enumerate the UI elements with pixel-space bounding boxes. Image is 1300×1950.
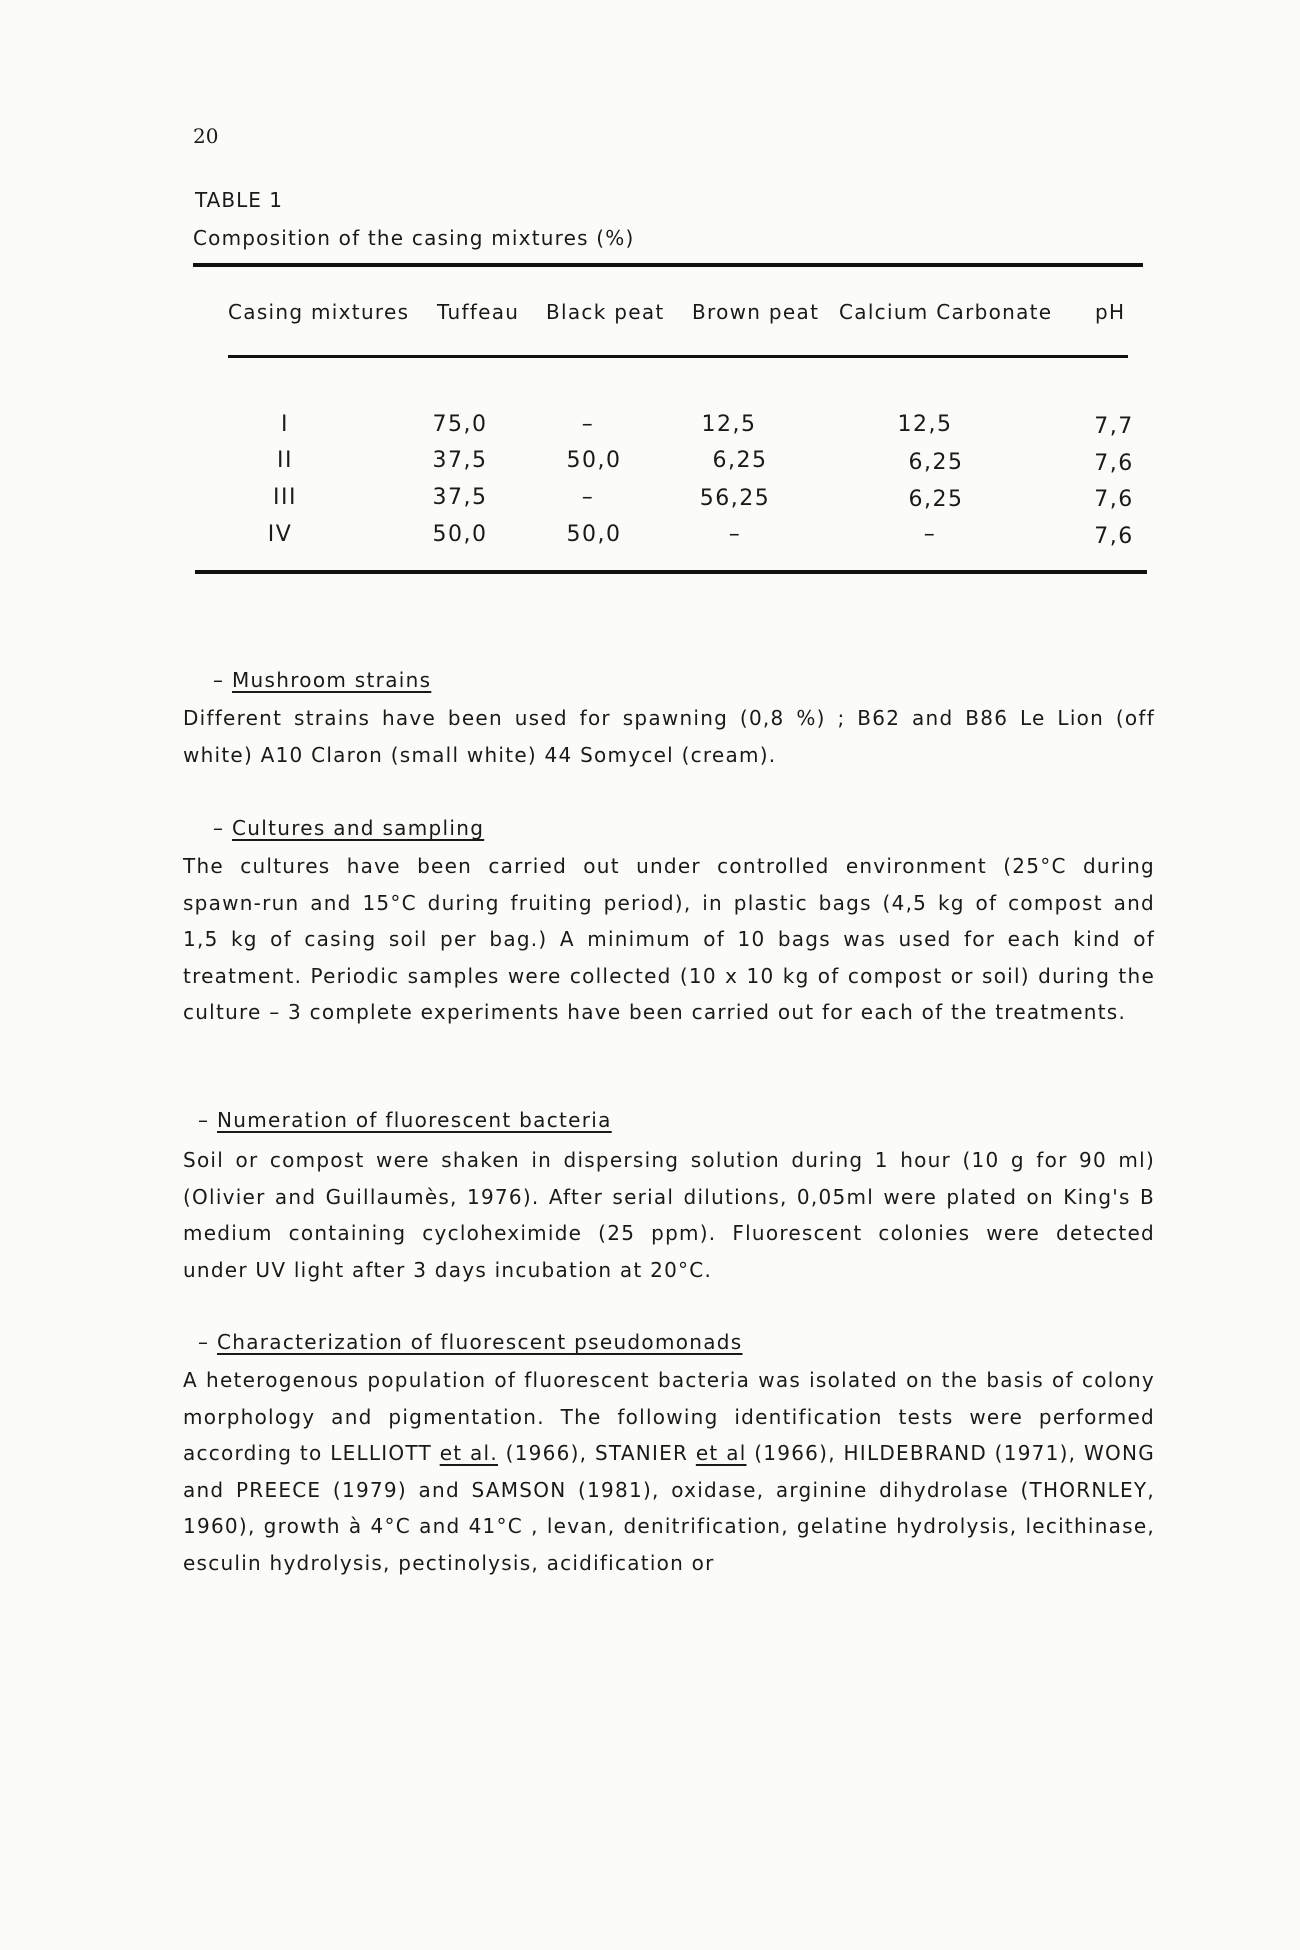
table-header-rule (228, 355, 1128, 358)
cell-black-peat: – (581, 485, 595, 510)
heading-dash: – (213, 668, 225, 692)
cell-brown-peat: 6,25 (712, 448, 768, 473)
heading-text: Mushroom strains (231, 668, 432, 692)
header-casing-mixtures: Casing mixtures (228, 300, 410, 324)
header-black-peat: Black peat (546, 300, 665, 324)
section-heading-characterization (198, 1330, 743, 1354)
paragraph-characterization (183, 1362, 1155, 1582)
cell-calcium-carbonate: 6,25 (908, 450, 964, 475)
cell-mixture: II (277, 448, 293, 473)
cell-ph: 7,7 (1094, 414, 1134, 439)
cell-mixture: I (281, 412, 289, 437)
et-al-citation: et al. (439, 1441, 498, 1466)
section-heading-mushroom-strains (213, 668, 431, 692)
paragraph-numeration: Soil or compost were shaken in dispersing solution during 1 hour (10 g for 90 ml) (Olivier and Guillaumès, 1976). After serial dilutions, 0,05ml were plated on King's B medium containing cycloheximide (25 ppm). Fluorescent colonies were detected under UV light after 3 days incubation at 20°C. (183, 1148, 1155, 1282)
cell-brown-peat: 56,25 (699, 486, 771, 511)
cell-ph: 7,6 (1094, 524, 1134, 549)
cell-calcium-carbonate: 6,25 (908, 487, 964, 512)
cell-calcium-carbonate: 12,5 (897, 412, 953, 437)
cell-tuffeau: 75,0 (432, 412, 488, 437)
heading-text: Cultures and sampling (231, 816, 485, 840)
cell-brown-peat: 12,5 (701, 412, 757, 437)
table-top-rule (193, 263, 1143, 267)
heading-text: Characterization of fluorescent pseudomonads (216, 1330, 743, 1354)
header-tuffeau: Tuffeau (437, 300, 520, 324)
cell-black-peat: 50,0 (566, 522, 622, 547)
header-calcium-carbonate: Calcium Carbonate (839, 300, 1053, 324)
paragraph-cultures-sampling: The cultures have been carried out under controlled environment (25°C during spawn-run and 15°C during fruiting period), in plastic bags (4,5 kg of compost and 1,5 kg of casing soil per bag.) A minimum of 10 bags was used for each kind of treatment. Periodic samples were collected (10 x 10 kg of compost or soil) during the culture – 3 complete experiments have been carried out for each of the treatments. (183, 854, 1155, 1025)
cell-black-peat: – (581, 412, 595, 437)
section-heading-cultures-sampling (213, 816, 484, 840)
heading-dash: – (213, 816, 225, 840)
heading-text: Numeration of fluorescent bacteria (216, 1108, 612, 1132)
cell-tuffeau: 50,0 (432, 522, 488, 547)
header-brown-peat: Brown peat (692, 300, 820, 324)
cell-brown-peat: – (728, 522, 742, 547)
table-label: TABLE 1 (195, 188, 283, 212)
cell-calcium-carbonate: – (923, 522, 937, 547)
et-al-citation: et al (695, 1441, 747, 1466)
cell-black-peat: 50,0 (566, 448, 622, 473)
cell-tuffeau: 37,5 (432, 448, 488, 473)
cell-tuffeau: 37,5 (432, 485, 488, 510)
cell-mixture: IV (267, 522, 293, 547)
section-heading-numeration (198, 1108, 612, 1132)
text-segment: (1966), HILDEBRAND (1971), WONG and PREECE (1979) and SAMSON (1981), oxidase, arginine dihydrolase (THORNLEY, 1960), growth à 4°C and 41°C , levan, denitrification, gelatine hydrolysis, lecithinase, esculin hydrolysis, pectinolysis, acidification or (183, 1441, 1155, 1575)
cell-mixture: III (273, 485, 297, 510)
heading-dash: – (198, 1330, 210, 1354)
table-bottom-rule (195, 570, 1147, 574)
table-caption: Composition of the casing mixtures (%) (193, 226, 635, 250)
text-segment: (1966), STANIER (497, 1441, 696, 1466)
page-number: 20 (193, 124, 219, 148)
heading-dash: – (198, 1108, 210, 1132)
cell-ph: 7,6 (1094, 487, 1134, 512)
cell-ph: 7,6 (1094, 451, 1134, 476)
paragraph-mushroom-strains: Different strains have been used for spawning (0,8 %) ; B62 and B86 Le Lion (off white) A10 Claron (small white) 44 Somycel (cream). (183, 706, 1155, 767)
text-segment: A heterogenous population of fluorescent bacteria was isolated on the basis of colony morphology and pigmentation. The following identification tests were performed according to LELLIOTT (183, 1368, 1155, 1466)
header-ph: pH (1095, 300, 1126, 324)
